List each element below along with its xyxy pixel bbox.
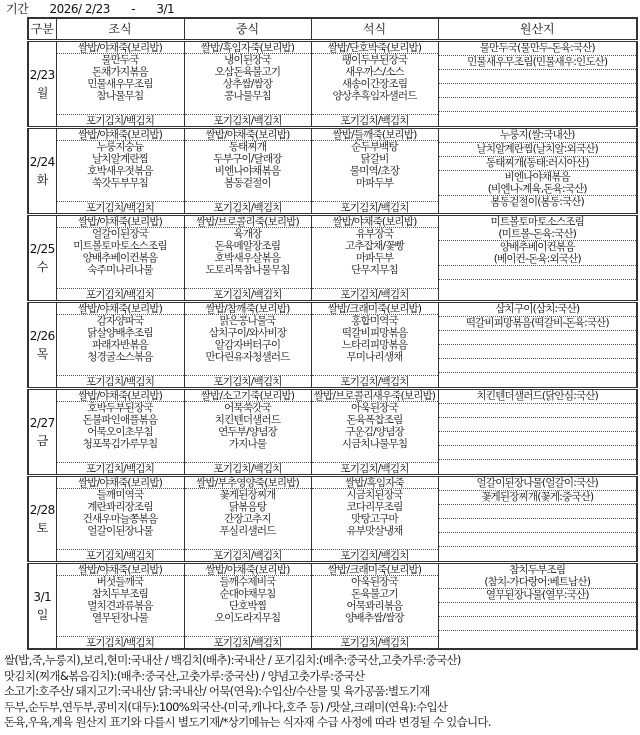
menu-item: 민물새우무조림	[87, 78, 153, 90]
origin-line: (비엔나-계육,돈육:국산)	[487, 183, 587, 195]
lunch-cell	[184, 215, 311, 302]
origin-entry	[439, 171, 637, 196]
menu-item: 상추쌈/쌈장	[222, 78, 273, 90]
origin-entry	[439, 491, 637, 505]
menu-item: 날치알계란찜	[91, 153, 149, 165]
day-row	[28, 389, 637, 476]
menu-item: 오삼돈육불고기	[214, 66, 281, 78]
origin-empty-slot	[439, 505, 637, 519]
day-row	[28, 476, 637, 563]
origin-line: 치킨텐더샐러드(닭안심:국산)	[476, 390, 598, 402]
dinner-cell	[311, 215, 438, 302]
menu-item: 누룽지숭늉	[96, 141, 144, 153]
breakfast-cell	[56, 302, 184, 389]
origin-entry	[439, 390, 637, 404]
day-date: 2/27	[29, 416, 55, 430]
menu-item: 아욱된장국	[351, 576, 398, 588]
menu-item: 연두부/양념장	[218, 426, 277, 438]
menu-item: 두부구이/달래장	[213, 153, 282, 165]
menu-item: 코다리무조림	[346, 501, 403, 513]
menu-item: 쌀밥/야채죽(보리밥)	[57, 303, 184, 315]
menu-item: 쑥갓두부무침	[91, 177, 149, 189]
menu-item: 멸치견과류볶음	[87, 600, 153, 612]
origin-entry	[439, 564, 637, 589]
menu-item: 닭볶음탕	[228, 501, 267, 513]
menu-item: 건새우마늘쫑볶음	[82, 513, 158, 525]
menu-item: 포기김치/백김치	[57, 114, 184, 126]
breakfast-cell	[56, 389, 184, 476]
menu-item: 유부맛살냉채	[346, 525, 403, 537]
menu-item: 포기김치/백김치	[312, 375, 438, 387]
menu-item: 들깨미역국	[96, 489, 144, 501]
menu-item: 쌀밥/브로콜리죽(보리밥)	[185, 216, 311, 228]
origin-cell	[438, 563, 637, 650]
period-label: 기간	[6, 2, 29, 16]
menu-item: 돈육메알장조림	[214, 240, 281, 252]
menu-item: 쌀밥/부추영양죽(보리밥)	[185, 477, 311, 489]
menu-item: 오이도라지무침	[214, 612, 281, 624]
menu-item: 쌀밥/참깨죽(보리밥)	[185, 303, 311, 315]
menu-item: 얼갈이된장나물	[87, 525, 153, 537]
menu-item: 포기김치/백김치	[312, 549, 438, 561]
menu-item: 닭갈비	[360, 153, 389, 165]
breakfast-cell	[56, 128, 184, 215]
menu-item: 순대야채무침	[219, 588, 276, 600]
origin-empty-slot	[439, 533, 637, 547]
menu-item: 순두부백탕	[351, 141, 398, 153]
menu-item: 시금치된장국	[346, 489, 403, 501]
menu-item: 포기김치/백김치	[57, 636, 184, 648]
day-cell	[28, 41, 56, 128]
menu-item: 호박새우젓볶음	[87, 165, 153, 177]
menu-item: 육개장	[233, 228, 262, 240]
menu-item: 쌀밥/야채죽(보리밥)	[57, 129, 184, 141]
menu-item: 쌀밥/크래미죽(보리밥)	[312, 303, 438, 315]
menu-item: 청경굴소스볶음	[87, 351, 153, 363]
menu-item: 포기김치/백김치	[185, 201, 311, 213]
menu-item: 포기김치/백김치	[312, 288, 438, 300]
lunch-cell	[184, 128, 311, 215]
header-breakfast: 조식	[56, 18, 184, 41]
menu-item: 아욱된장국	[351, 402, 398, 414]
dinner-cell	[311, 41, 438, 128]
origin-line: 떡갈비피망볶음(떡갈비-돈육:국산)	[465, 317, 609, 329]
menu-item: 호박새우살볶음	[214, 252, 281, 264]
origin-note-line: 돈육,우육,계육 원산지 표기와 다를시 별도기재/*상기메뉴는 식자재 수급 사정에 따라 변경될 수 있습니다.	[4, 715, 491, 729]
menu-item: 포기김치/백김치	[57, 375, 184, 387]
menu-item: 쌀밥/소고기죽(보리밥)	[185, 390, 311, 402]
menu-item: 포기김치/백김치	[57, 549, 184, 561]
menu-item: 콩나물무침	[224, 90, 271, 102]
menu-item: 냉이된장국	[224, 54, 271, 66]
menu-item: 치킨텐더샐러드	[214, 414, 281, 426]
menu-item: 파래자반볶음	[91, 339, 149, 351]
dinner-cell	[311, 563, 438, 650]
header-division: 구분	[28, 18, 56, 41]
menu-item: 새우까스/소스	[345, 66, 404, 78]
menu-item: 봄동겉절이	[224, 177, 271, 189]
menu-item: 알감자버터구이	[214, 339, 281, 351]
menu-item: 포기김치/백김치	[185, 288, 311, 300]
origin-line: 꽃게된장찌개(꽃게:중국산)	[481, 491, 594, 503]
menu-item: 어묵쑥갓국	[224, 402, 271, 414]
origin-line: 미트볼토마토소스조림	[490, 216, 584, 228]
day-cell	[28, 476, 56, 563]
menu-item: 포기김치/백김치	[185, 549, 311, 561]
menu-item: 돈채가지볶음	[91, 66, 149, 78]
origin-line: 누룽지(쌀:국내산)	[499, 129, 575, 141]
origin-line: 물만두국(물만두-돈육:국산)	[479, 42, 595, 54]
menu-item: 쌀밥/흑임자죽(보리밥)	[185, 42, 311, 54]
menu-item: 맑은콩나물국	[219, 315, 276, 327]
period-dash: -	[131, 2, 136, 16]
menu-item: 가지나물	[228, 438, 267, 450]
menu-item: 양상추흑임자샐러드	[332, 90, 417, 102]
menu-item: 동태찌개	[228, 141, 267, 153]
origin-line: 비엔나야채볶음	[504, 171, 570, 183]
menu-item: 삼치구이/와사비장	[208, 327, 287, 339]
menu-item: 만다린유자청샐러드	[205, 351, 290, 363]
header-origin: 원산지	[438, 18, 637, 41]
day-of-week: 수	[36, 260, 48, 274]
menu-item: 마파두부	[355, 252, 394, 264]
day-date: 2/24	[29, 155, 55, 169]
menu-item: 고추잡채/꽃빵	[345, 240, 404, 252]
menu-item: 숙주미나리나물	[87, 264, 153, 276]
day-date: 2/26	[29, 329, 55, 343]
origin-cell	[438, 389, 637, 476]
menu-item: 돈육불고기	[351, 588, 398, 600]
menu-item: 떡갈비피망볶음	[341, 327, 408, 339]
origin-line: 참치두부조림	[509, 564, 566, 576]
menu-item: 계란꽈리장조림	[87, 501, 153, 513]
menu-item: 얼갈이된장국	[91, 228, 149, 240]
period-start: 2026/ 2/23	[49, 2, 110, 16]
origin-entry	[439, 143, 637, 157]
day-row	[28, 215, 637, 302]
menu-item: 꽃게된장찌개	[219, 489, 276, 501]
menu-item: 닭살양배추조림	[87, 327, 153, 339]
origin-empty-slot	[439, 631, 637, 644]
origin-line: 얼갈이된장나물(얼갈이:국산)	[476, 477, 598, 489]
menu-item: 쌀밥/야채죽(보리밥)	[57, 42, 184, 54]
menu-item: 쌀밥/야채죽(보리밥)	[57, 390, 184, 402]
origin-cell	[438, 476, 637, 563]
origin-empty-slot	[439, 404, 637, 418]
menu-item: 포기김치/백김치	[312, 462, 438, 474]
origin-line: 날치알계란찜(날치알:외국산)	[476, 143, 598, 155]
origin-cell	[438, 41, 637, 128]
origin-note-line: 맛김치(찌개&볶음김치):(배추:중국산,고춧가루:중국산) / 양념고춧가루:중국산	[4, 668, 365, 683]
origin-note-line: 쌀(밥,죽,누룽지),보리,현미:국내산 / 백김치(배추):국내산 / 포기김치:(배추:중국산,고춧가루:중국산)	[4, 653, 461, 667]
origin-line: 삼치구이(삼치:국산)	[495, 303, 580, 315]
menu-table	[27, 17, 638, 650]
menu-item: 어묵꽈리볶음	[346, 600, 403, 612]
menu-item: 쌀밥/야채죽(보리밥)	[57, 477, 184, 489]
period-end: 3/1	[156, 2, 175, 16]
origin-note-line: 두부,순두부,연두부,콩비지(대두):100%외국산-(미국,캐나다,호주 등) /맛살,크래미(연육):수입산	[4, 699, 448, 714]
menu-item: 쌀밥/들깨죽(보리밥)	[312, 129, 438, 141]
day-date: 2/25	[29, 242, 55, 256]
header-lunch: 중식	[184, 18, 311, 41]
origin-entry	[439, 477, 637, 491]
origin-line: 봄동겉절이(봄동:국산)	[490, 196, 584, 208]
day-of-week: 일	[36, 608, 48, 622]
day-cell	[28, 128, 56, 215]
menu-item: 양배추쌈/쌈장	[345, 612, 404, 624]
menu-item: 포기김치/백김치	[312, 201, 438, 213]
lunch-cell	[184, 41, 311, 128]
menu-item: 포기김치/백김치	[185, 462, 311, 474]
origin-cell	[438, 302, 637, 389]
origin-entry	[439, 129, 637, 143]
menu-item: 돈육폭찹조림	[346, 414, 403, 426]
menu-item: 비엔나야채볶음	[214, 165, 281, 177]
menu-item: 쌀밥/브로콜리새우죽(보리밥)	[312, 390, 438, 402]
menu-item: 포기김치/백김치	[185, 114, 311, 126]
dinner-cell	[311, 302, 438, 389]
menu-item: 포기김치/백김치	[57, 288, 184, 300]
origin-notes	[4, 653, 640, 731]
origin-empty-slot	[439, 603, 637, 617]
menu-item: 양배추베이컨볶음	[82, 252, 158, 264]
menu-item: 쌀밥/야채죽(보리밥)	[312, 216, 438, 228]
day-of-week: 토	[36, 521, 48, 535]
menu-body	[28, 41, 637, 650]
origin-empty-slot	[439, 460, 637, 473]
origin-line: (베이컨-돈육:외국산)	[493, 253, 581, 265]
menu-item: 홍합미역국	[351, 315, 398, 327]
origin-entry	[439, 42, 637, 56]
lunch-cell	[184, 476, 311, 563]
origin-empty-slot	[439, 446, 637, 460]
menu-item: 느타리피망볶음	[341, 339, 408, 351]
menu-item: 시금치나물무침	[341, 438, 408, 450]
day-row	[28, 302, 637, 389]
origin-entry	[439, 56, 637, 70]
dinner-cell	[311, 476, 438, 563]
origin-line: 열무된장나물(열무:국산)	[485, 589, 589, 601]
menu-item: 물만두국	[101, 54, 139, 66]
breakfast-cell	[56, 41, 184, 128]
dinner-cell	[311, 389, 438, 476]
menu-item: 호박두부된장국	[87, 402, 153, 414]
day-row	[28, 563, 637, 650]
menu-item: 미트볼토마토소스조림	[73, 240, 167, 252]
origin-entry	[439, 317, 637, 331]
menu-item: 쌀밥/야채죽(보리밥)	[57, 216, 184, 228]
origin-line: 양배추베이컨볶음	[499, 241, 575, 253]
origin-empty-slot	[439, 432, 637, 446]
menu-item: 참치두부조림	[91, 588, 149, 600]
menu-item: 쌀밥/야채죽(보리밥)	[185, 129, 311, 141]
origin-empty-slot	[439, 70, 637, 84]
origin-entry	[439, 216, 637, 241]
origin-note-line: 소고기:호주산/ 돼지고기:국내산/ 닭:국내산/ 어묵(연육):수입산/수산물 및 육가공품:별도기재	[4, 684, 430, 698]
menu-item: 포기김치/백김치	[57, 201, 184, 213]
menu-item: 쌀밥/크래미죽(보리밥)	[312, 564, 438, 576]
origin-line: 민물새우무조림(민물새우:인도산)	[467, 56, 608, 68]
origin-empty-slot	[439, 266, 637, 280]
origin-line: (참치-가다랑어:베트남산)	[484, 576, 591, 588]
menu-item: 간장고추지	[224, 513, 271, 525]
menu-item: 쌀밥/흑임자죽	[312, 477, 438, 489]
breakfast-cell	[56, 476, 184, 563]
origin-empty-slot	[439, 373, 637, 386]
origin-empty-slot	[439, 280, 637, 293]
menu-item: 감자양파국	[96, 315, 144, 327]
menu-item: 팽이두부된장국	[341, 54, 408, 66]
breakfast-cell	[56, 563, 184, 650]
day-of-week: 목	[36, 347, 48, 361]
menu-item: 어묵오이초무침	[87, 426, 153, 438]
menu-item: 포기김치/백김치	[57, 462, 184, 474]
origin-entry	[439, 157, 637, 171]
period	[6, 2, 640, 17]
day-of-week: 금	[36, 434, 48, 448]
menu-item: 쌀밥/야채죽(보리밥)	[57, 564, 184, 576]
header-dinner: 석식	[311, 18, 438, 41]
day-cell	[28, 563, 56, 650]
menu-item: 무미나리생채	[346, 351, 403, 363]
dinner-cell	[311, 128, 438, 215]
day-cell	[28, 389, 56, 476]
origin-empty-slot	[439, 84, 637, 98]
origin-entry	[439, 303, 637, 317]
menu-item: 유부장국	[355, 228, 394, 240]
origin-line: (미트볼-돈육:국산)	[498, 228, 577, 240]
origin-cell	[438, 128, 637, 215]
origin-empty-slot	[439, 617, 637, 631]
header-row	[28, 18, 637, 41]
origin-empty-slot	[439, 345, 637, 359]
origin-empty-slot	[439, 331, 637, 345]
origin-empty-slot	[439, 547, 637, 560]
menu-item: 맛탕고구마	[351, 513, 398, 525]
menu-item: 참나물무침	[96, 90, 144, 102]
day-of-week: 월	[36, 86, 48, 100]
menu-item: 열무된장나물	[91, 612, 149, 624]
origin-entry	[439, 589, 637, 603]
menu-item: 쌀밥/단호박죽(보리밥)	[312, 42, 438, 54]
menu-item: 단호박찜	[228, 600, 267, 612]
origin-entry	[439, 241, 637, 266]
menu-item: 도토리묵참나물무침	[205, 264, 290, 276]
day-date: 3/1	[33, 590, 52, 604]
menu-item: 버섯들깨국	[96, 576, 144, 588]
lunch-cell	[184, 563, 311, 650]
lunch-cell	[184, 389, 311, 476]
day-row	[28, 128, 637, 215]
origin-empty-slot	[439, 112, 637, 125]
menu-item: 돈불파인애플볶음	[82, 414, 158, 426]
menu-item: 새송이간장조림	[341, 78, 408, 90]
day-cell	[28, 215, 56, 302]
menu-item: 단무지무침	[351, 264, 398, 276]
origin-line: 동태찌개(동태:러시아산)	[485, 157, 589, 169]
origin-entry	[439, 196, 637, 209]
origin-cell	[438, 215, 637, 302]
breakfast-cell	[56, 215, 184, 302]
lunch-cell	[184, 302, 311, 389]
menu-item: 들깨수제비국	[219, 576, 276, 588]
origin-empty-slot	[439, 98, 637, 112]
menu-item: 청포묵김가루무침	[82, 438, 158, 450]
origin-empty-slot	[439, 359, 637, 373]
origin-empty-slot	[439, 519, 637, 533]
menu-item: 구운김/양념장	[345, 426, 404, 438]
menu-item: 포기김치/백김치	[312, 114, 438, 126]
day-date: 2/23	[29, 68, 55, 82]
day-of-week: 화	[36, 173, 48, 187]
day-cell	[28, 302, 56, 389]
menu-item: 푸실리샐러드	[219, 525, 276, 537]
origin-empty-slot	[439, 418, 637, 432]
menu-item: 포기김치/백김치	[312, 636, 438, 648]
day-row	[28, 41, 637, 128]
menu-item: 물미역/초장	[349, 165, 400, 177]
day-date: 2/28	[29, 503, 55, 517]
menu-item: 포기김치/백김치	[185, 636, 311, 648]
menu-item: 포기김치/백김치	[185, 375, 311, 387]
menu-item: 쌀밥/야채죽(보리밥)	[185, 564, 311, 576]
menu-item: 마파두부	[355, 177, 394, 189]
